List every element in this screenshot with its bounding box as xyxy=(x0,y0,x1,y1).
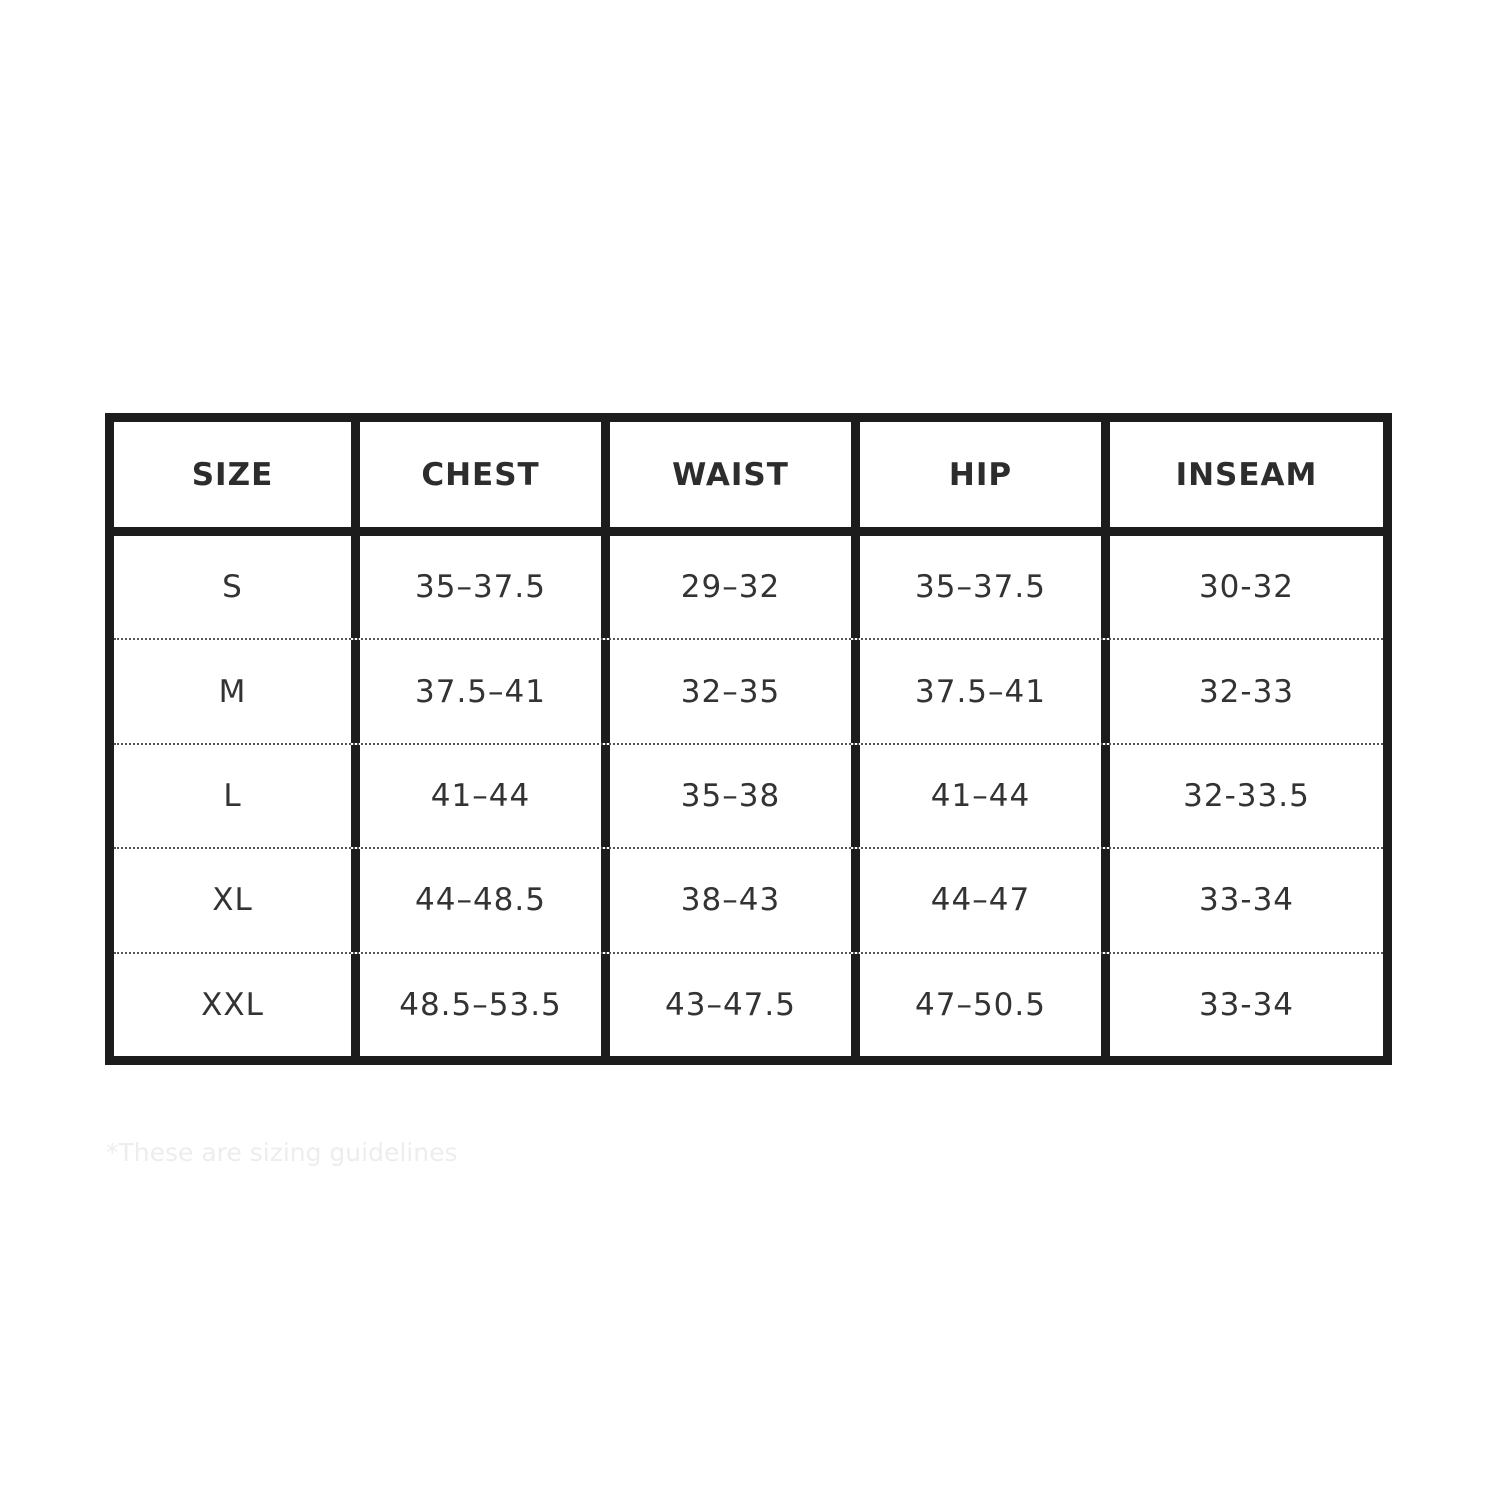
cell-size: XL xyxy=(114,849,360,951)
cell-hip: 41–44 xyxy=(860,745,1110,847)
cell-hip: 44–47 xyxy=(860,849,1110,951)
cell-chest: 48.5–53.5 xyxy=(360,954,610,1056)
cell-inseam: 32-33.5 xyxy=(1183,778,1310,815)
table-row xyxy=(114,952,1383,1056)
cell-hip: 47–50.5 xyxy=(860,954,1110,1056)
cell-hip: 35–37.5 xyxy=(860,536,1110,638)
header-chest: CHEST xyxy=(360,422,610,527)
cell-waist: 29–32 xyxy=(610,536,860,638)
cell-size: M xyxy=(114,640,360,742)
table-header-row xyxy=(114,422,1383,536)
cell-size: L xyxy=(114,745,360,847)
table-body xyxy=(114,536,1383,1056)
header-inseam: INSEAM xyxy=(1175,456,1318,493)
cell-waist: 43–47.5 xyxy=(610,954,860,1056)
cell-chest: 37.5–41 xyxy=(360,640,610,742)
table-row xyxy=(114,536,1383,638)
cell-hip: 37.5–41 xyxy=(860,640,1110,742)
cell-chest: 35–37.5 xyxy=(360,536,610,638)
sizing-footnote: *These are sizing guidelines xyxy=(106,1138,458,1167)
cell-size: XXL xyxy=(114,954,360,1056)
size-chart-table xyxy=(105,413,1392,1065)
cell-waist: 32–35 xyxy=(610,640,860,742)
table-row xyxy=(114,743,1383,847)
cell-chest: 44–48.5 xyxy=(360,849,610,951)
cell-size: S xyxy=(114,536,360,638)
header-hip: HIP xyxy=(860,422,1110,527)
header-waist: WAIST xyxy=(610,422,860,527)
cell-waist: 35–38 xyxy=(610,745,860,847)
table-row xyxy=(114,847,1383,951)
cell-inseam: 30-32 xyxy=(1198,569,1295,606)
cell-inseam: 33-34 xyxy=(1198,882,1295,919)
cell-inseam: 32-33 xyxy=(1198,673,1295,710)
cell-chest: 41–44 xyxy=(360,745,610,847)
table-row xyxy=(114,638,1383,742)
header-size: SIZE xyxy=(114,422,360,527)
cell-inseam: 33-34 xyxy=(1198,986,1295,1023)
cell-waist: 38–43 xyxy=(610,849,860,951)
